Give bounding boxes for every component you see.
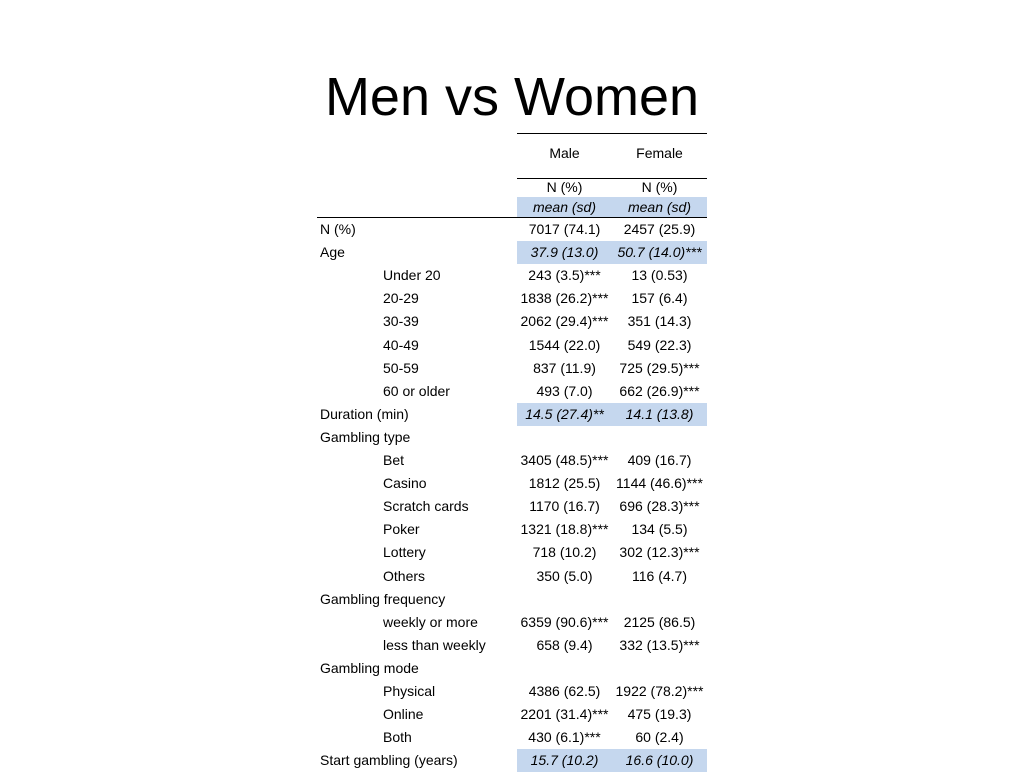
row-label: 40-49	[383, 336, 419, 353]
female-value: 1144 (46.6)***	[616, 475, 703, 492]
table-row	[317, 611, 707, 634]
slide-title: Men vs Women	[324, 67, 700, 127]
table-row	[317, 287, 707, 310]
female-subheader-n: N (%)	[641, 179, 678, 195]
male-value: 658 (9.4)	[536, 636, 593, 653]
row-label: Gambling type	[320, 428, 411, 445]
female-value: 60 (2.4)	[635, 729, 684, 746]
row-label: Duration (min)	[320, 405, 409, 422]
male-value: 2201 (31.4)***	[520, 706, 609, 723]
male-value: 14.5 (27.4)**	[517, 403, 612, 426]
row-label: less than weekly	[383, 636, 486, 653]
row-label: 50-59	[383, 359, 419, 376]
row-label: N (%)	[320, 221, 356, 237]
male-value: 1544 (22.0)	[528, 336, 601, 353]
male-value: 6359 (90.6)***	[520, 613, 609, 630]
male-value: 2062 (29.4)***	[520, 313, 609, 330]
row-label: 30-39	[383, 313, 419, 330]
table-row	[317, 726, 707, 749]
female-value: 332 (13.5)***	[619, 636, 700, 653]
table-row	[317, 264, 707, 287]
row-label: Gambling frequency	[320, 590, 446, 607]
row-label: Online	[383, 706, 424, 723]
male-value: 3405 (48.5)***	[520, 452, 609, 468]
column-header-female: Female	[636, 145, 683, 161]
male-value: 15.7 (10.2)	[517, 749, 612, 772]
row-label: Under 20	[383, 267, 441, 284]
table-row	[317, 749, 707, 772]
table-row	[317, 565, 707, 588]
female-value: 134 (5.5)	[631, 521, 688, 538]
table-row	[317, 495, 707, 518]
male-value: 37.9 (13.0)	[517, 241, 612, 264]
female-value: 1922 (78.2)***	[615, 683, 704, 699]
male-value: 243 (3.5)***	[528, 267, 601, 284]
male-value: 837 (11.9)	[533, 359, 596, 376]
table-row	[317, 657, 707, 680]
row-label: Others	[383, 567, 426, 584]
table-row	[317, 588, 707, 611]
table-row	[317, 472, 707, 495]
female-value: 549 (22.3)	[627, 336, 692, 353]
male-value: 1812 (25.5)	[528, 475, 601, 492]
row-label: 60 or older	[383, 382, 450, 399]
row-label: Age	[320, 244, 345, 261]
female-value: 409 (16.7)	[627, 452, 692, 468]
table-row	[317, 218, 707, 241]
table-row	[317, 241, 707, 264]
row-label: Casino	[383, 475, 427, 492]
header-top-rule	[517, 133, 707, 134]
table-row	[317, 680, 707, 703]
female-subheader-mean: mean (sd)	[612, 197, 707, 217]
row-label: Gambling mode	[320, 659, 419, 676]
table-row	[317, 634, 707, 657]
row-label: Both	[383, 729, 412, 746]
male-value: 718 (10.2)	[532, 544, 597, 561]
female-value: 16.6 (10.0)	[612, 749, 707, 772]
row-label: Poker	[383, 521, 420, 538]
male-value: 1321 (18.8)***	[520, 521, 609, 538]
table-row	[317, 541, 707, 564]
table-row	[317, 703, 707, 726]
female-value: 662 (26.9)***	[619, 382, 700, 399]
female-value: 302 (12.3)***	[619, 544, 700, 561]
female-value: 2125 (86.5)	[623, 613, 696, 630]
female-value: 2457 (25.9)	[623, 221, 696, 237]
female-value: 351 (14.3)	[627, 313, 692, 330]
table-row	[317, 380, 707, 403]
female-value: 696 (28.3)***	[619, 498, 700, 515]
female-value: 13 (0.53)	[631, 267, 688, 284]
male-value: 1838 (26.2)***	[520, 290, 609, 307]
male-subheader-mean: mean (sd)	[517, 197, 612, 217]
table-row	[317, 357, 707, 380]
table-row	[317, 449, 707, 472]
table-row	[317, 403, 707, 426]
table-row	[317, 426, 707, 449]
female-value: 50.7 (14.0)***	[612, 241, 707, 264]
male-value: 350 (5.0)	[536, 567, 593, 584]
column-header-male: Male	[549, 145, 580, 161]
row-label: weekly or more	[383, 613, 478, 630]
male-value: 4386 (62.5)	[528, 683, 601, 699]
row-label: Physical	[383, 683, 436, 699]
row-label: Bet	[383, 452, 405, 468]
row-label: 20-29	[383, 290, 419, 307]
female-value: 116 (4.7)	[632, 567, 687, 584]
table-row	[317, 310, 707, 333]
female-value: 157 (6.4)	[631, 290, 688, 307]
male-subheader-n: N (%)	[546, 179, 583, 195]
female-value: 475 (19.3)	[627, 706, 692, 723]
male-value: 7017 (74.1)	[528, 221, 601, 237]
male-value: 430 (6.1)***	[528, 729, 601, 746]
table-row	[317, 334, 707, 357]
female-value: 725 (29.5)***	[619, 359, 700, 376]
row-label: Lottery	[383, 544, 426, 561]
male-value: 1170 (16.7)	[529, 498, 600, 515]
table-row	[317, 518, 707, 541]
male-value: 493 (7.0)	[536, 382, 593, 399]
row-label: Start gambling (years)	[320, 752, 458, 769]
female-value: 14.1 (13.8)	[612, 403, 707, 426]
row-label: Scratch cards	[383, 498, 469, 515]
